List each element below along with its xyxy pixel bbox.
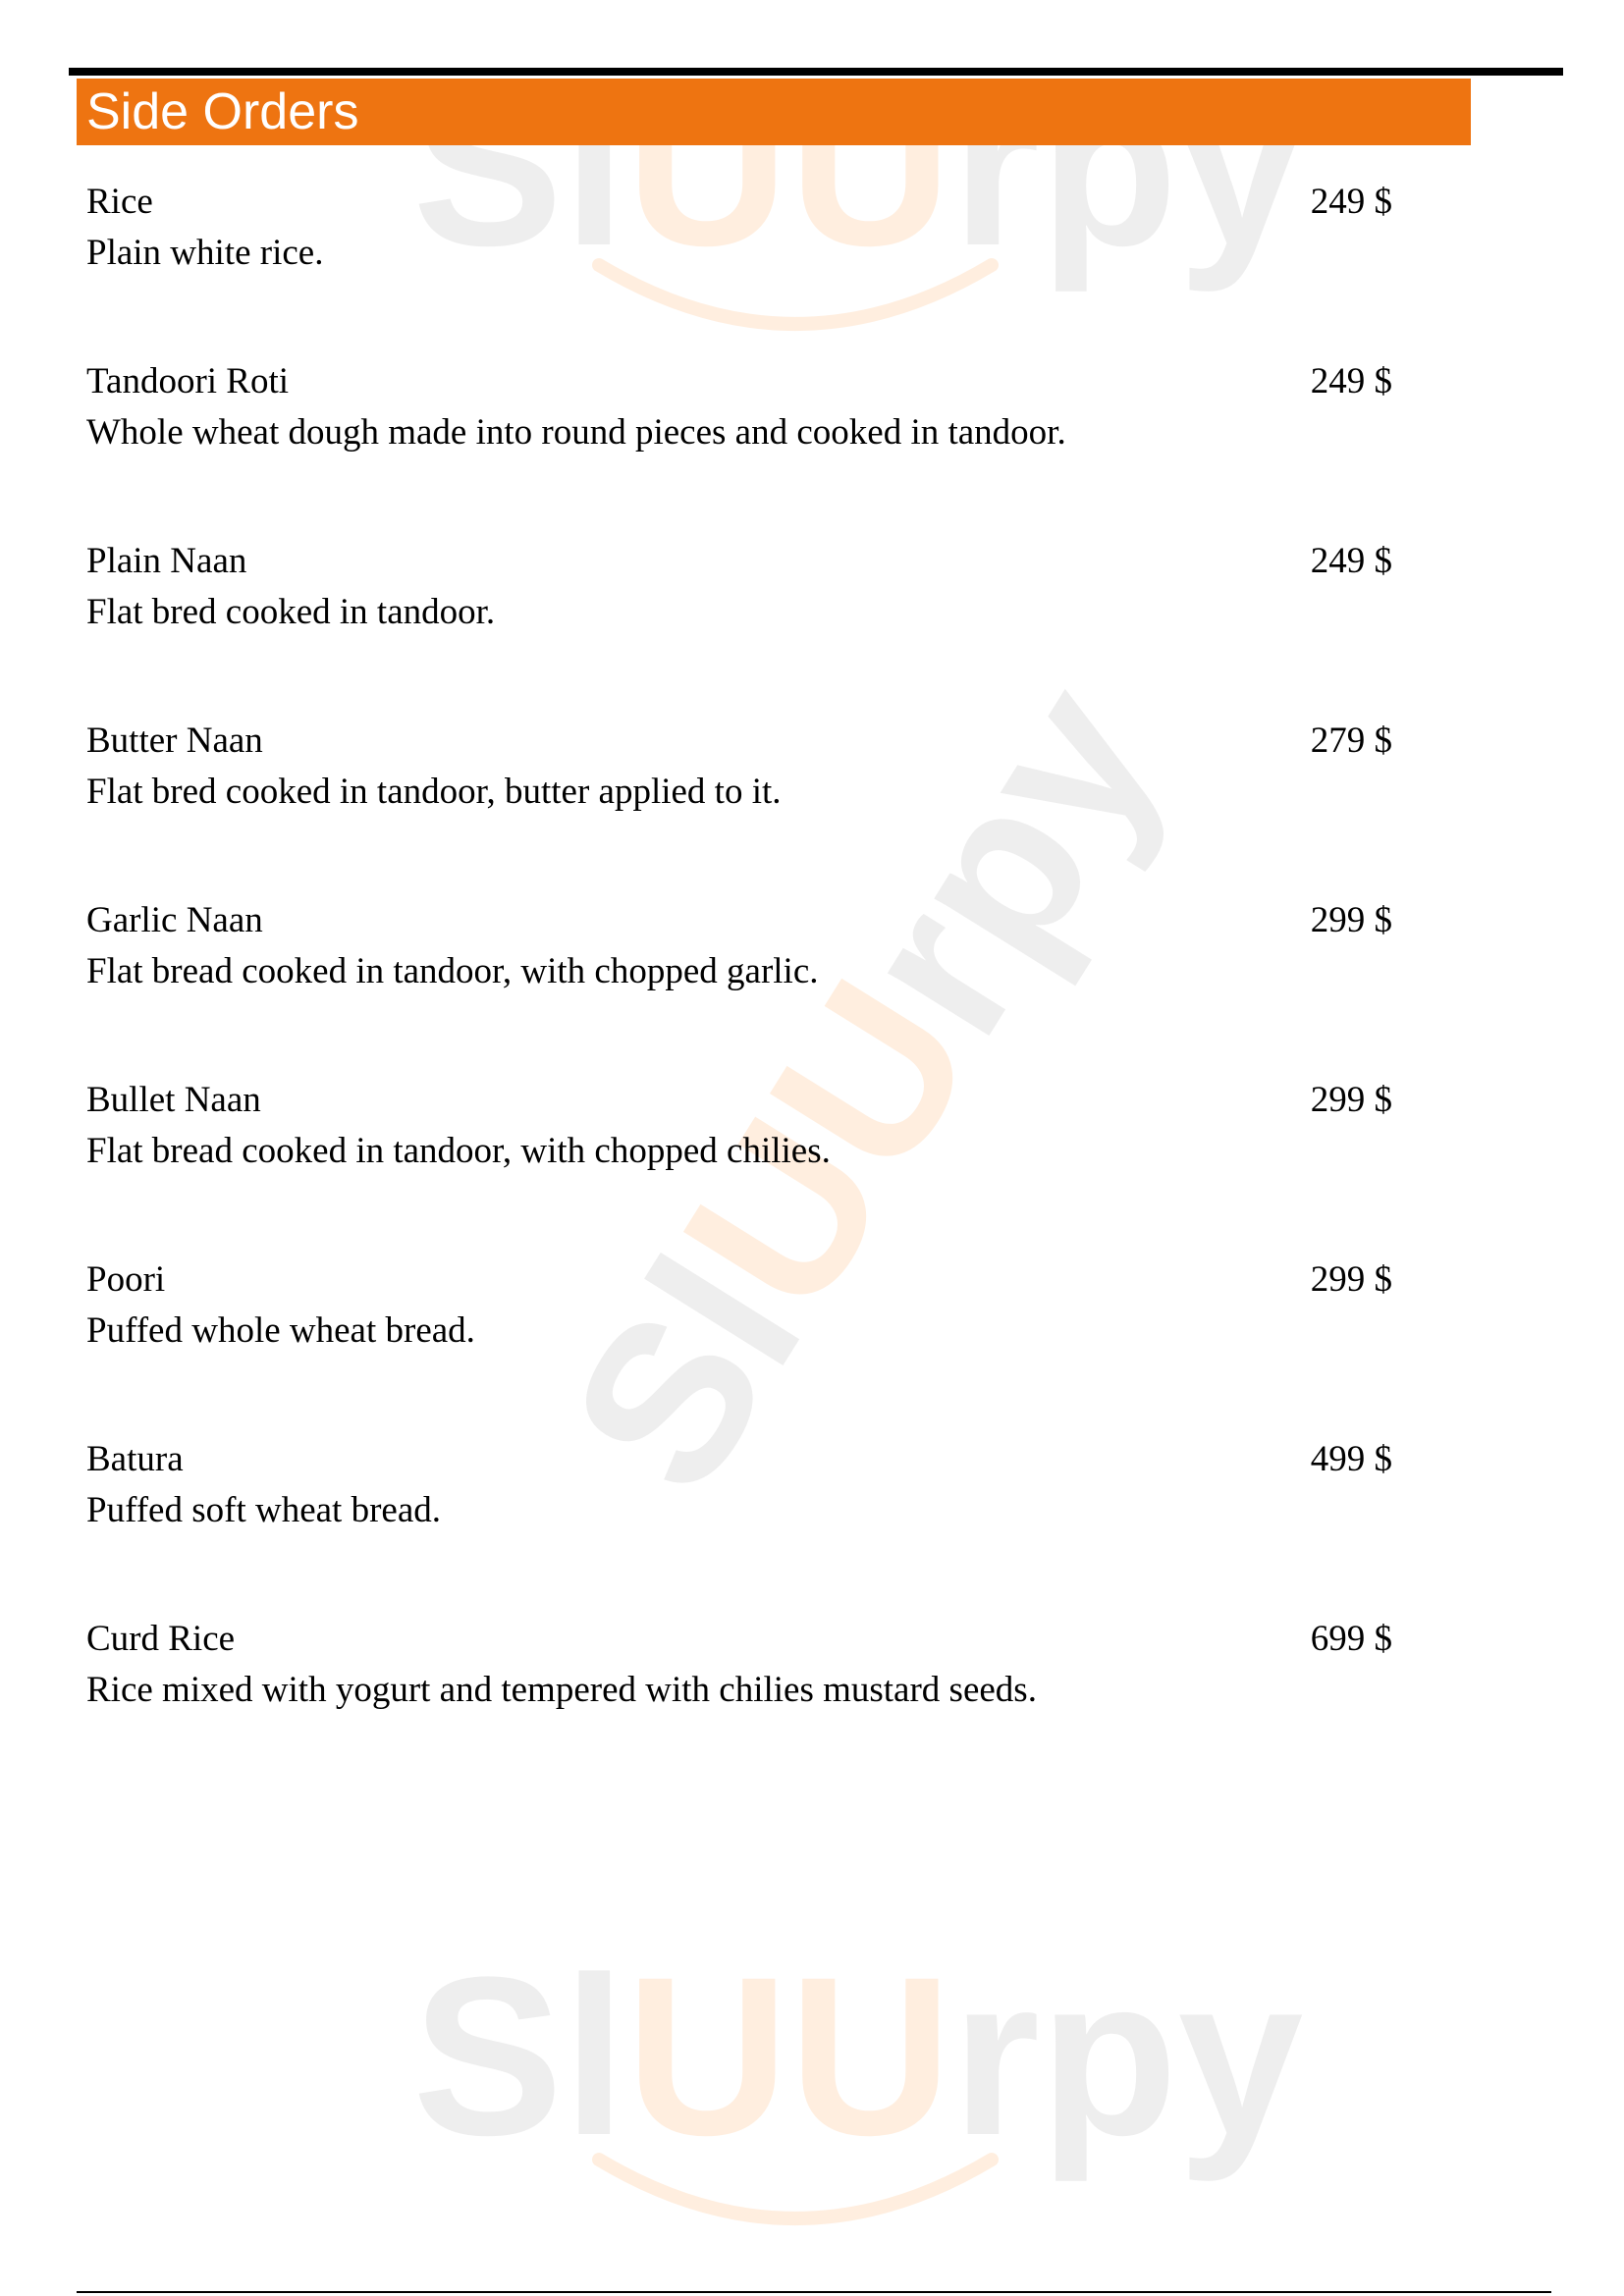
item-name: Bullet Naan	[86, 1080, 261, 1120]
bottom-rule	[77, 2291, 1551, 2293]
watermark-text-start: Sl	[412, 40, 626, 293]
watermark-text-end: rpy	[951, 40, 1304, 293]
item-name: Batura	[86, 1439, 184, 1479]
menu-list	[86, 180, 1392, 1796]
menu-item	[86, 1078, 1392, 1257]
menu-item	[86, 359, 1392, 539]
section-title: Side Orders	[86, 83, 359, 140]
item-description: Whole wheat dough made into round pieces and cooked in tandoor.	[86, 412, 1066, 453]
menu-item	[86, 1617, 1392, 1796]
item-name: Poori	[86, 1259, 166, 1300]
item-description: Flat bread cooked in tandoor, with chopped garlic.	[86, 951, 819, 991]
item-description: Puffed whole wheat bread.	[86, 1310, 475, 1351]
item-price: 299 $	[1310, 1259, 1392, 1300]
item-name: Tandoori Roti	[86, 361, 290, 401]
item-price: 249 $	[1310, 361, 1392, 401]
watermark-text-middle: UU	[625, 40, 952, 293]
watermark-text-start: Sl	[412, 1930, 626, 2182]
menu-item	[86, 898, 1392, 1078]
item-price: 249 $	[1310, 541, 1392, 581]
menu-item	[86, 180, 1392, 359]
section-header	[77, 79, 1471, 145]
item-description: Flat bred cooked in tandoor, butter applied to it.	[86, 772, 782, 812]
item-description: Rice mixed with yogurt and tempered with chilies mustard seeds.	[86, 1670, 1037, 1710]
menu-item	[86, 1257, 1392, 1437]
item-name: Butter Naan	[86, 721, 263, 761]
item-price: 499 $	[1310, 1439, 1392, 1479]
menu-item	[86, 719, 1392, 898]
item-description: Flat bred cooked in tandoor.	[86, 592, 496, 632]
item-name: Curd Rice	[86, 1619, 236, 1659]
watermark-text-middle: UU	[634, 940, 1022, 1352]
watermark-text-middle: UU	[625, 1930, 952, 2182]
watermark-text-start: Sl	[521, 1217, 849, 1532]
item-name: Rice	[86, 182, 153, 222]
item-description: Flat bread cooked in tandoor, with chopped chilies.	[86, 1131, 831, 1171]
item-description: Puffed soft wheat bread.	[86, 1490, 441, 1530]
menu-item	[86, 1437, 1392, 1617]
item-name: Garlic Naan	[86, 900, 263, 940]
menu-item	[86, 539, 1392, 719]
top-rule	[69, 68, 1563, 76]
watermark-text-end: rpy	[807, 642, 1209, 1075]
watermark-text-end: rpy	[951, 1930, 1304, 2182]
item-price: 699 $	[1310, 1619, 1392, 1659]
item-price: 299 $	[1310, 900, 1392, 940]
item-price: 299 $	[1310, 1080, 1392, 1120]
item-description: Plain white rice.	[86, 233, 324, 273]
watermark-smile-icon	[589, 2120, 1001, 2268]
item-name: Plain Naan	[86, 541, 247, 581]
item-price: 249 $	[1310, 182, 1392, 222]
item-price: 279 $	[1310, 721, 1392, 761]
